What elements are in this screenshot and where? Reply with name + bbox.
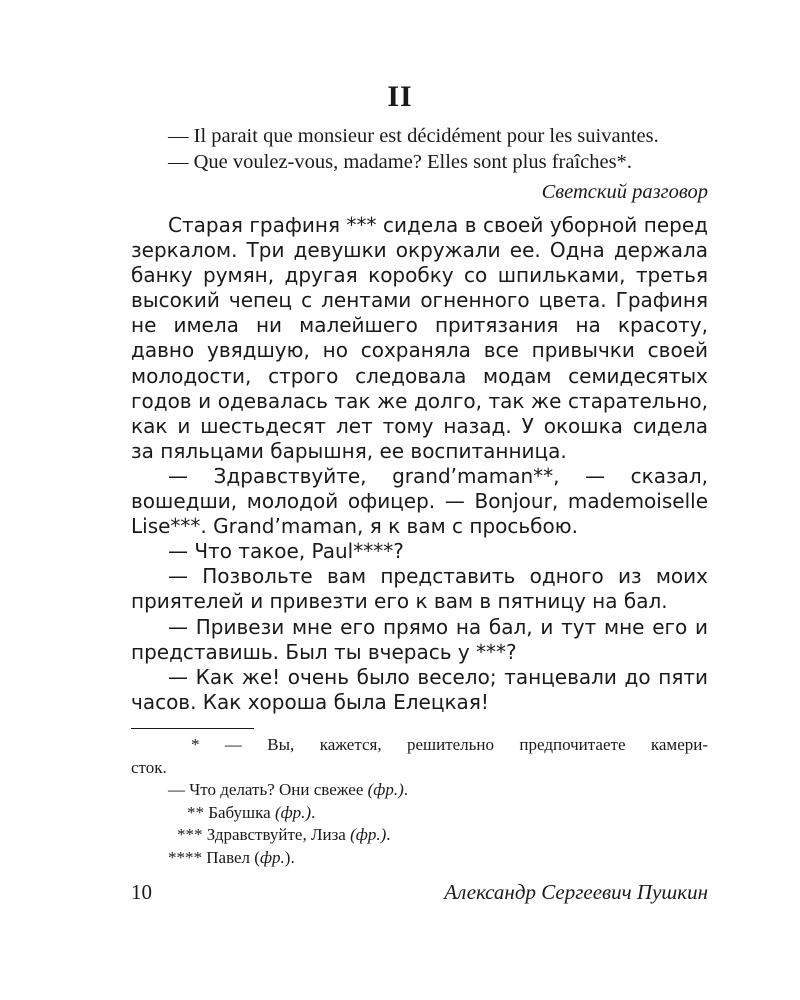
- footnote-4-tail: ).: [284, 847, 295, 867]
- footnote-3-gloss: (фр.): [350, 825, 387, 844]
- paragraph-1: Старая графиня *** сидела в своей уборной перед зеркалом. Три девушки окружали ее. Одна держала банку румян, другая коробку со шпильками, третья высокий чепец с лентами огненного цвета. Графиня не имела ни малейшего притязания на красоту, давно увядшую, но сохраняла все привычки своей молодости, строго следовала модам семидесятых годов и одевалась так же долго, так же старательно, как и шестьдесят лет тому назад. У окошка сидела за пяльцами барышня, ее воспитанница.: [131, 213, 708, 463]
- paragraph-4: — Позвольте вам представить одного из моих приятелей и привезти его к вам в пятницу на бал.: [131, 564, 708, 614]
- footnote-4-gloss: фр.: [259, 847, 285, 867]
- footnote-1-continuation: сток.: [131, 757, 167, 777]
- paragraph-5: — Привези мне его прямо на бал, и тут мне его и представишь. Был ты вчерась у ***?: [131, 614, 708, 664]
- epigraph: [168, 123, 708, 205]
- footnote-divider: [131, 728, 254, 729]
- footnote-4-text: **** Павел (: [168, 847, 260, 867]
- footnote-1-second-text: — Что делать? Они свежее: [168, 780, 368, 799]
- running-head: Александр Сергеевич Пушкин: [444, 880, 708, 904]
- footnote-4: [131, 847, 708, 870]
- footnote-1-second-tail: .: [403, 780, 409, 799]
- paragraph-3: — Что такое, Paul****?: [168, 539, 404, 564]
- footnote-1-second-gloss: (фр.): [367, 780, 404, 799]
- footnote-1-first-line: * — Вы, кажется, решительно предпочитаете камери-: [191, 735, 708, 754]
- footnote-2-text: ** Бабушка: [187, 802, 275, 822]
- paragraph-2: — Здравствуйте, grand’maman**, — сказал, вошедши, молодой офицер. — Bonjour, mademoiselle Lise***. Grand’maman, я к вам с просьбою.: [131, 463, 708, 539]
- footnote-2: [131, 802, 708, 825]
- epigraph-line-1: — Il parait que monsieur est décidément pour les suivantes.: [168, 125, 659, 147]
- footnote-2-tail: .: [311, 802, 316, 822]
- body-text: [131, 213, 708, 715]
- chapter-title: II: [387, 80, 413, 113]
- footnote-1: [131, 734, 708, 779]
- epigraph-line-2: — Que voulez-vous, madame? Elles sont plus fraîches*.: [168, 151, 632, 173]
- footnote-3: [131, 824, 708, 847]
- footnote-3-tail: .: [386, 825, 391, 844]
- epigraph-source: Светский разговор: [541, 181, 708, 203]
- footnote-1-second: [131, 779, 708, 802]
- footnotes: [131, 734, 708, 869]
- footnote-2-gloss: (фр.): [274, 802, 312, 822]
- footnote-3-text: *** Здравствуйте, Лиза: [177, 825, 351, 844]
- page-number: 10: [131, 880, 152, 904]
- paragraph-6: — Как же! очень было весело; танцевали до пяти часов. Как хороша была Елецкая!: [131, 664, 708, 714]
